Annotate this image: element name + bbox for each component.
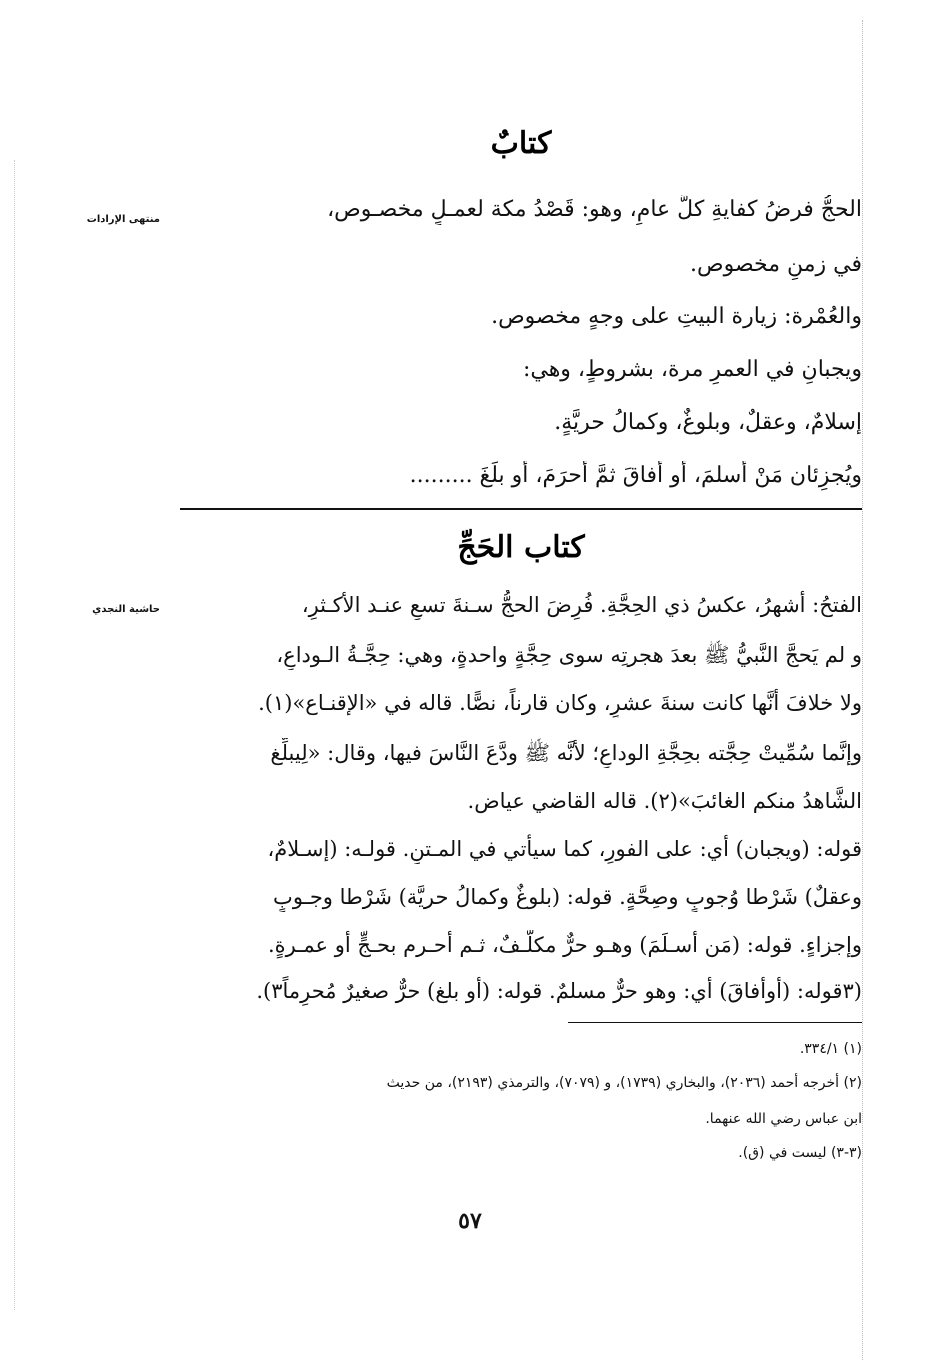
- matn-line: إسلامٌ، وعقلٌ، وبلوغٌ، وكمالُ حريَّةٍ.: [554, 410, 862, 435]
- sharh-line: (٣قوله: (أوأفاقَ) أي: وهو حرٌّ مسلمٌ. قوله: (أو بلغ) حرٌّ صغيرٌ مُحرِماً٣).: [256, 979, 862, 1003]
- matn-line: الحجُّ فرضُ كفايةِ كلَّ عامٍ، وهو: قَصْدُ مكة لعمـلٍ مخصـوص،: [327, 197, 862, 222]
- right-margin-guide: [862, 20, 863, 1360]
- matn-title: كتابٌ: [490, 126, 552, 161]
- sharh-line: الشَّاهدُ منكم الغائبَ»(٢). قاله القاضي عياض.: [467, 789, 862, 813]
- left-margin-guide: [14, 160, 15, 1310]
- footnote: (٢) أخرجه أحمد (٢٠٣٦)، والبخاري (١٧٣٩)، و (٧٠٧٩)، والترمذي (٢١٩٣)، من حديث: [386, 1075, 862, 1091]
- sharh-line: وإجزاءٍ. قوله: (مَن أسـلَمَ) وهـو حرٌّ مكلَّـفٌ، ثـم أحـرم بحـجٍّ أو عمـرةٍ.: [267, 933, 862, 957]
- matn-line: والعُمْرة: زيارة البيتِ على وجهٍ مخصوص.: [491, 304, 862, 329]
- sharh-line: قوله: (ويجبان) أي: على الفورِ، كما سيأتي في المـتنِ. قولـه: (إسـلامٌ،: [267, 837, 862, 861]
- footnote-divider: [568, 1022, 862, 1023]
- matn-line: ويُجزِئان مَنْ أسلمَ، أو أفاقَ ثمَّ أحرَمَ، أو بلَغَ .........: [409, 463, 862, 488]
- footnote: (٣-٣) ليست في (ق).: [738, 1145, 862, 1161]
- sharh-title: كتاب الحَجِّ: [457, 530, 585, 565]
- sharh-line: وعقلٌ) شَرْطا وُجوبٍ وصِحَّةٍ. قوله: (بلوغٌ وكمالُ حريَّة) شَرْطا وجـوبٍ: [273, 885, 862, 909]
- matn-line: ويجبانِ في العمرِ مرة، بشروطٍ، وهي:: [522, 357, 862, 382]
- section-divider: [180, 508, 862, 510]
- sharh-line: وإنَّما سُمِّيتْ حِجَّته بحِجَّةِ الوداعِ؛ لأنَّه ﷺ ودَّعَ النَّاسَ فيها، وقال: «لِيبلِّغ: [270, 741, 862, 765]
- sharh-line: الفتحُ: أشهرُ، عكسُ ذي الحِجَّةِ. فُرِضَ الحجُّ سـنةَ تسعٍ عنـد الأكـثرِ،: [301, 593, 862, 617]
- margin-note-top: منتهى الإرادات: [86, 214, 160, 225]
- page-number: ٥٧: [458, 1208, 482, 1234]
- footnote: ابن عباس رضي الله عنهما.: [705, 1111, 862, 1127]
- footnote: (١) ٣٣٤/١.: [799, 1041, 862, 1057]
- matn-line: في زمنٍ مخصوص.: [689, 252, 862, 277]
- margin-note-bottom: حاشية النجدي: [92, 604, 160, 615]
- sharh-line: و لم يَحجَّ النَّبيُّ ﷺ بعدَ هجرتِه سوى حِجَّةٍ واحدةٍ، وهي: حِجَّـةُ الـوداعِ،: [276, 643, 862, 667]
- sharh-line: ولا خلافَ أنَّها كانت سنةَ عشرٍ، وكان قارناً، نصًّا. قاله في «الإقنـاع»(١).: [258, 691, 862, 715]
